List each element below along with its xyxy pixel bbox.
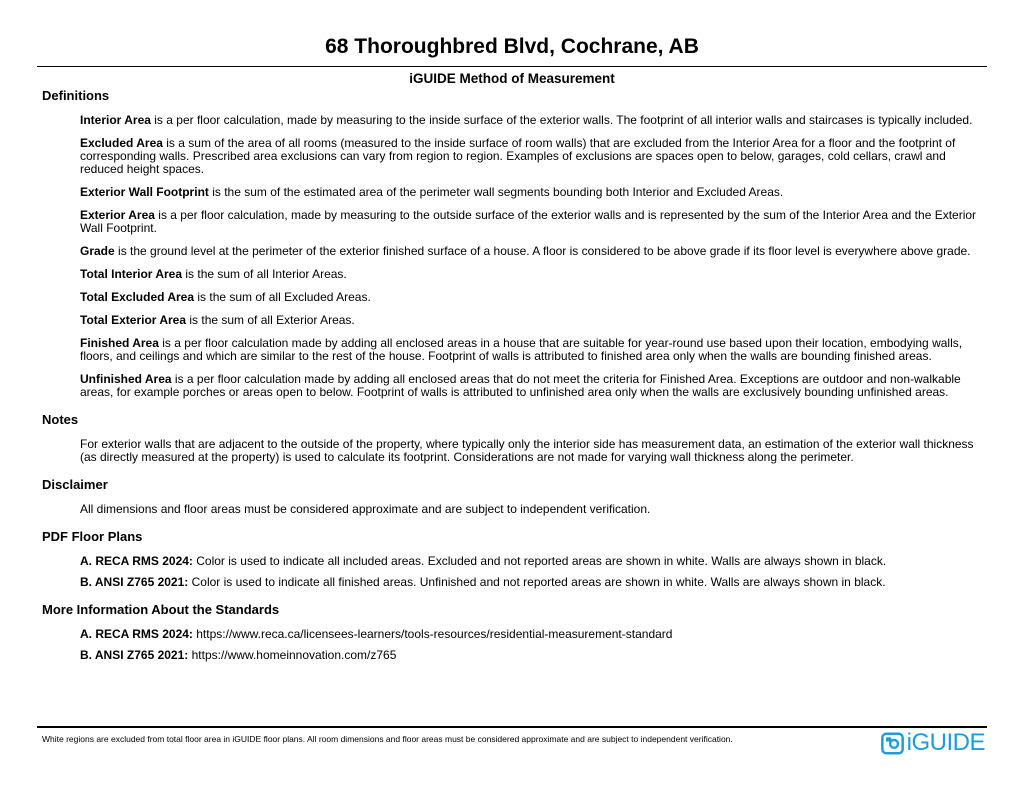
definition-unfinished-area — [80, 373, 986, 399]
page-subtitle: iGUIDE Method of Measurement — [409, 71, 615, 86]
iguide-logo — [881, 731, 985, 755]
definition-text: is the ground level at the perimeter of the exterior finished surface of a house. A floor is considered to be above grade if its floor level is everywhere above grade. — [114, 243, 971, 258]
definition-term: Unfinished Area — [80, 371, 172, 386]
definition-text: is a per floor calculation made by adding all enclosed areas in a house that are suitable for year-round use based upon their location, embodying walls, floors, and ceilings and which are similar to the rest of the house. Footprint of walls is attributed to finished area only when the walls are bounding finished areas. — [80, 335, 963, 363]
definition-total-interior-area — [80, 268, 986, 281]
definition-term: Excluded Area — [80, 135, 163, 150]
definition-text: is a per floor calculation made by adding all enclosed areas that do not meet the criteria for Finished Area. Exceptions are outdoor and non-walkable areas, for example porches or areas open to below. Footprint of walls is attributed to unfinished area only when the walls are exclusively bounding unfinished areas. — [80, 371, 961, 399]
definition-finished-area — [80, 337, 986, 363]
notes-heading: Notes — [42, 411, 79, 427]
definition-term: Grade — [80, 243, 115, 258]
page-footer — [37, 726, 987, 756]
definition-text: is a per floor calculation, made by measuring to the outside surface of the exterior walls and is represented by the sum of the Interior Area and the Exterior Wall Footprint. — [80, 207, 977, 235]
header-divider — [37, 66, 987, 67]
more-information-list — [80, 628, 986, 662]
disclaimer-body — [80, 503, 986, 516]
document-body — [0, 89, 1024, 662]
pdf-floor-plans-list — [80, 555, 986, 589]
definition-term: Total Exterior Area — [80, 312, 187, 327]
standard-text: Color is used to indicate all included areas. Excluded and not reported areas are shown in white. Walls are always shown in black. — [192, 553, 887, 568]
definition-text: is a sum of the area of all rooms (measured to the inside surface of room walls) that are excluded from the Interior Area for a floor and the footprint of corresponding walls. Prescribed area exclusions can vary from region to region. Examples of exclusions are spaces open to below, garages, cold cellars, crawl and reduced height spaces. — [80, 135, 956, 176]
definitions-heading: Definitions — [42, 87, 110, 103]
definition-term: Total Excluded Area — [80, 289, 195, 304]
definition-term: Exterior Area — [80, 207, 155, 222]
disclaimer-paragraph: All dimensions and floor areas must be considered approximate and are subject to independent verification. — [80, 501, 651, 516]
definition-text: is the sum of all Exterior Areas. — [186, 312, 355, 327]
standard-url: https://www.reca.ca/licensees-learners/tools-resources/residential-measurement-standard — [192, 626, 673, 641]
standard-url: https://www.homeinnovation.com/z765 — [188, 647, 397, 662]
definition-term: Total Interior Area — [80, 266, 183, 281]
more-information-heading: More Information About the Standards — [42, 601, 280, 617]
standard-link-ansi — [80, 649, 986, 662]
footer-disclaimer: White regions are excluded from total floor area in iGUIDE floor plans. All room dimensions and floor areas must be considered approximate and are subject to independent verification. — [42, 734, 733, 744]
notes-body — [80, 438, 986, 464]
definition-grade — [80, 245, 986, 258]
definition-exterior-wall-footprint — [80, 186, 986, 199]
standard-label: B. ANSI Z765 2021: — [80, 574, 189, 589]
definition-exterior-area — [80, 209, 986, 235]
definition-term: Exterior Wall Footprint — [80, 184, 209, 199]
notes-paragraph: For exterior walls that are adjacent to the outside of the property, where typically only the interior side has measurement data, an estimation of the exterior wall thickness (as directly measured at the property) is used to calculate its footprint. Considerations are not made for varying wall thickness along the perimeter. — [80, 436, 974, 464]
standard-link-reca — [80, 628, 986, 641]
standard-label: A. RECA RMS 2024: — [80, 626, 193, 641]
pdf-floor-plans-heading: PDF Floor Plans — [42, 528, 143, 544]
definition-interior-area — [80, 114, 986, 127]
standard-text: Color is used to indicate all finished areas. Unfinished and not reported areas are shown in white. Walls are always shown in black. — [188, 574, 886, 589]
definition-text: is the sum of all Interior Areas. — [182, 266, 347, 281]
standard-label: B. ANSI Z765 2021: — [80, 647, 189, 662]
definition-excluded-area — [80, 137, 986, 176]
iguide-camera-icon — [881, 732, 904, 755]
definition-total-excluded-area — [80, 291, 986, 304]
pdf-standard-reca — [80, 555, 986, 568]
definition-total-exterior-area — [80, 314, 986, 327]
definitions-list — [80, 114, 986, 399]
iguide-logo-text: iGUIDE — [906, 729, 985, 756]
definition-text: is the sum of the estimated area of the perimeter wall segments bounding both Interior and Excluded Areas. — [208, 184, 784, 199]
standard-label: A. RECA RMS 2024: — [80, 553, 193, 568]
definition-text: is the sum of all Excluded Areas. — [194, 289, 371, 304]
definition-text: is a per floor calculation, made by measuring to the inside surface of the exterior walls. The footprint of all interior walls and staircases is typically included. — [150, 112, 973, 127]
page-title: 68 Thoroughbred Blvd, Cochrane, AB — [325, 35, 699, 58]
disclaimer-heading: Disclaimer — [42, 476, 108, 492]
definition-term: Finished Area — [80, 335, 159, 350]
definition-term: Interior Area — [80, 112, 151, 127]
pdf-standard-ansi — [80, 576, 986, 589]
